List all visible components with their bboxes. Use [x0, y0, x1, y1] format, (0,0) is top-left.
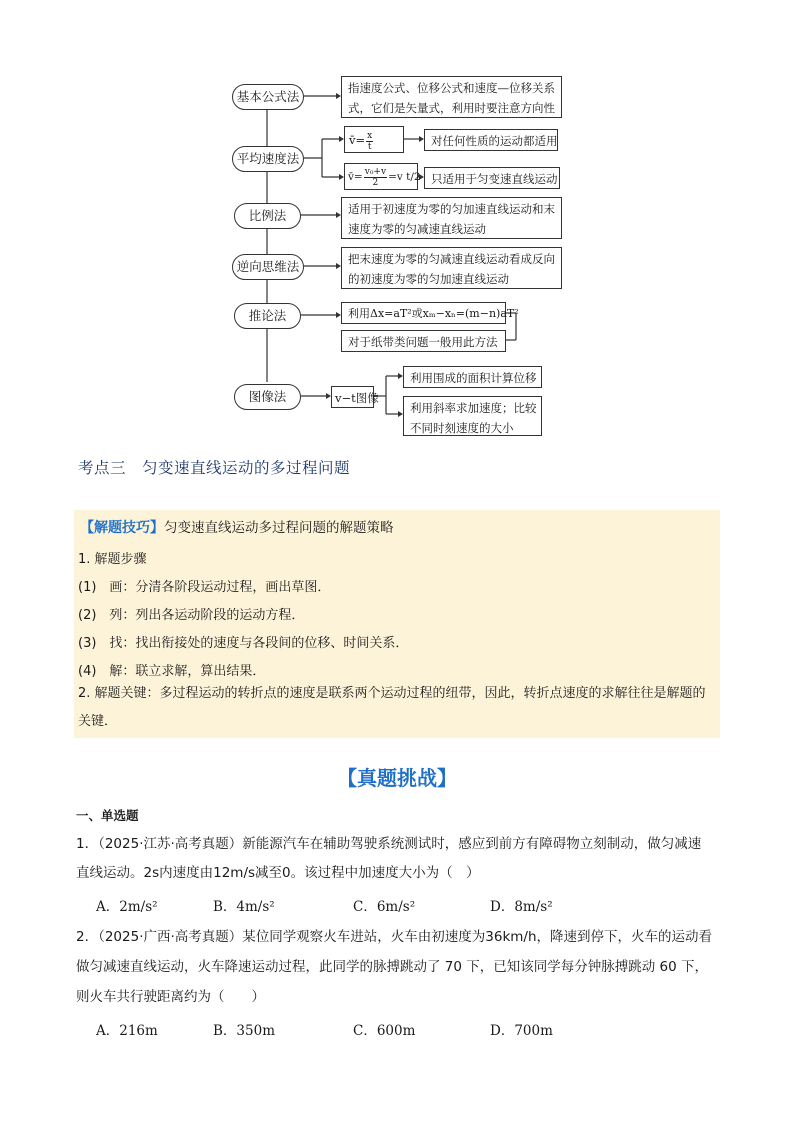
method-diagram: [0, 0, 794, 450]
q1-option-d[interactable]: D．8m/s²: [490, 899, 553, 915]
avg-f1-lhs: v̄=: [349, 133, 366, 147]
tips-step-1: (1) 画：分清各阶段运动过程，画出草图．: [78, 580, 331, 595]
avg-f2-rhs: =v t/2: [388, 171, 421, 183]
vt-graph-box: v−t图像: [331, 386, 374, 408]
ratio-desc: [341, 197, 562, 239]
avg-f2-denominator: 2: [372, 177, 379, 188]
q1-line-2: 直线运动。2s内速度由12m/s减至0。该过程中加速度大小为（ ）: [76, 865, 480, 881]
kaodian-title: 匀变速直线运动的多过程问题: [142, 459, 351, 477]
node-basic-formula: 基本公式法: [232, 84, 304, 110]
ratio-desc-line-1: 适用于初速度为零的匀加速直线运动和末: [348, 202, 555, 216]
tips-bracket: 【解题技巧】: [80, 520, 164, 536]
node-graph: 图像法: [234, 384, 301, 410]
tips-step-4: (4) 解：联立求解，算出结果．: [78, 664, 266, 679]
avg-formula-1: [344, 126, 404, 153]
infer-desc: 对于纸带类问题一般用此方法: [341, 330, 506, 352]
basic-desc-line-2: 式，它们是矢量式，利用时要注意方向性: [348, 101, 555, 115]
q2-line-2: 做匀减速直线运动，火车降速运动过程，此同学的脉搏跳动了 70 下，已知该同学每分钟脉搏跳动 60 下，: [76, 959, 709, 975]
q1-option-c[interactable]: C．6m/s²: [353, 899, 416, 915]
q2-line-3: 则火车共行驶距离约为（ ）: [76, 989, 265, 1005]
q1-option-b[interactable]: B．4m/s²: [213, 899, 275, 915]
section-title: 【真题挑战】: [337, 766, 457, 790]
kaodian-heading: [78, 456, 350, 478]
q2-option-d[interactable]: D．700m: [490, 1023, 553, 1039]
avg-formula-1-desc: 对任何性质的运动都适用: [424, 129, 558, 151]
basic-formula-desc: [341, 76, 562, 118]
q2-line-1: 2．（2025·广西·高考真题）某位同学观察火车进站，火车由初速度为36km/h，降速到停下，火车的运动看: [76, 929, 713, 945]
tips-heading: [80, 516, 394, 537]
node-ratio: 比例法: [234, 203, 301, 229]
tips-steps-head: 1. 解题步骤: [78, 552, 147, 567]
tips-box: [74, 510, 720, 738]
tips-key: 2. 解题关键：多过程运动的转折点的速度是联系两个运动过程的纽带，因此，转折点速度的求解往往是解题的关键．: [78, 686, 706, 729]
question-type: 一、单选题: [76, 808, 139, 823]
node-average-velocity: 平均速度法: [232, 146, 304, 172]
ratio-desc-line-2: 速度为零的匀减速直线运动: [348, 222, 486, 236]
avg-f1-denominator: t: [367, 141, 372, 152]
tips-step-3: (3) 找：找出衔接处的速度与各段间的位移、时间关系．: [78, 636, 409, 651]
infer-formula: 利用Δx=aT²或xₘ−xₙ=(m−n)aT²: [341, 302, 506, 324]
q1-option-a[interactable]: A．2m/s²: [96, 899, 158, 915]
graph-desc-area: 利用围成的面积计算位移: [403, 366, 542, 388]
q2-option-b[interactable]: B．350m: [213, 1023, 275, 1039]
avg-f2-numerator: v₀+v: [364, 166, 387, 177]
kaodian-label: 考点三: [78, 459, 127, 477]
avg-formula-2: [344, 163, 421, 190]
avg-f1-numerator: x: [367, 130, 373, 141]
avg-f2-lhs: v̄=: [348, 171, 363, 183]
q1-line-1: 1．（2025·江苏·高考真题）新能源汽车在辅助驾驶系统测试时，感应到前方有障碍物立刻制动，做匀减速: [76, 836, 702, 852]
graph-desc-slope-line-2: 不同时刻速度的大小: [410, 421, 514, 435]
q2-option-a[interactable]: A．216m: [96, 1023, 158, 1039]
graph-desc-slope-line-1: 利用斜率求加速度；比较: [410, 401, 537, 415]
node-reverse-thinking: 逆向思维法: [232, 254, 304, 280]
graph-desc-slope: [403, 396, 542, 436]
avg-f1-fraction: [366, 131, 373, 152]
basic-desc-line-1: 指速度公式、位移公式和速度—位移关系: [348, 81, 555, 95]
tips-title: 匀变速直线运动多过程问题的解题策略: [164, 520, 394, 536]
reverse-desc-line-2: 的初速度为零的匀加速直线运动: [348, 272, 509, 286]
node-inference: 推论法: [234, 303, 301, 329]
tips-step-2: (2) 列：列出各运动阶段的运动方程．: [78, 608, 305, 623]
q2-option-c[interactable]: C．600m: [353, 1023, 416, 1039]
reverse-desc-line-1: 把末速度为零的匀减速直线运动看成反向: [348, 252, 555, 266]
avg-f2-fraction: [364, 167, 387, 188]
avg-formula-2-desc: 只适用于匀变速直线运动: [424, 167, 560, 189]
reverse-desc: [341, 247, 562, 289]
